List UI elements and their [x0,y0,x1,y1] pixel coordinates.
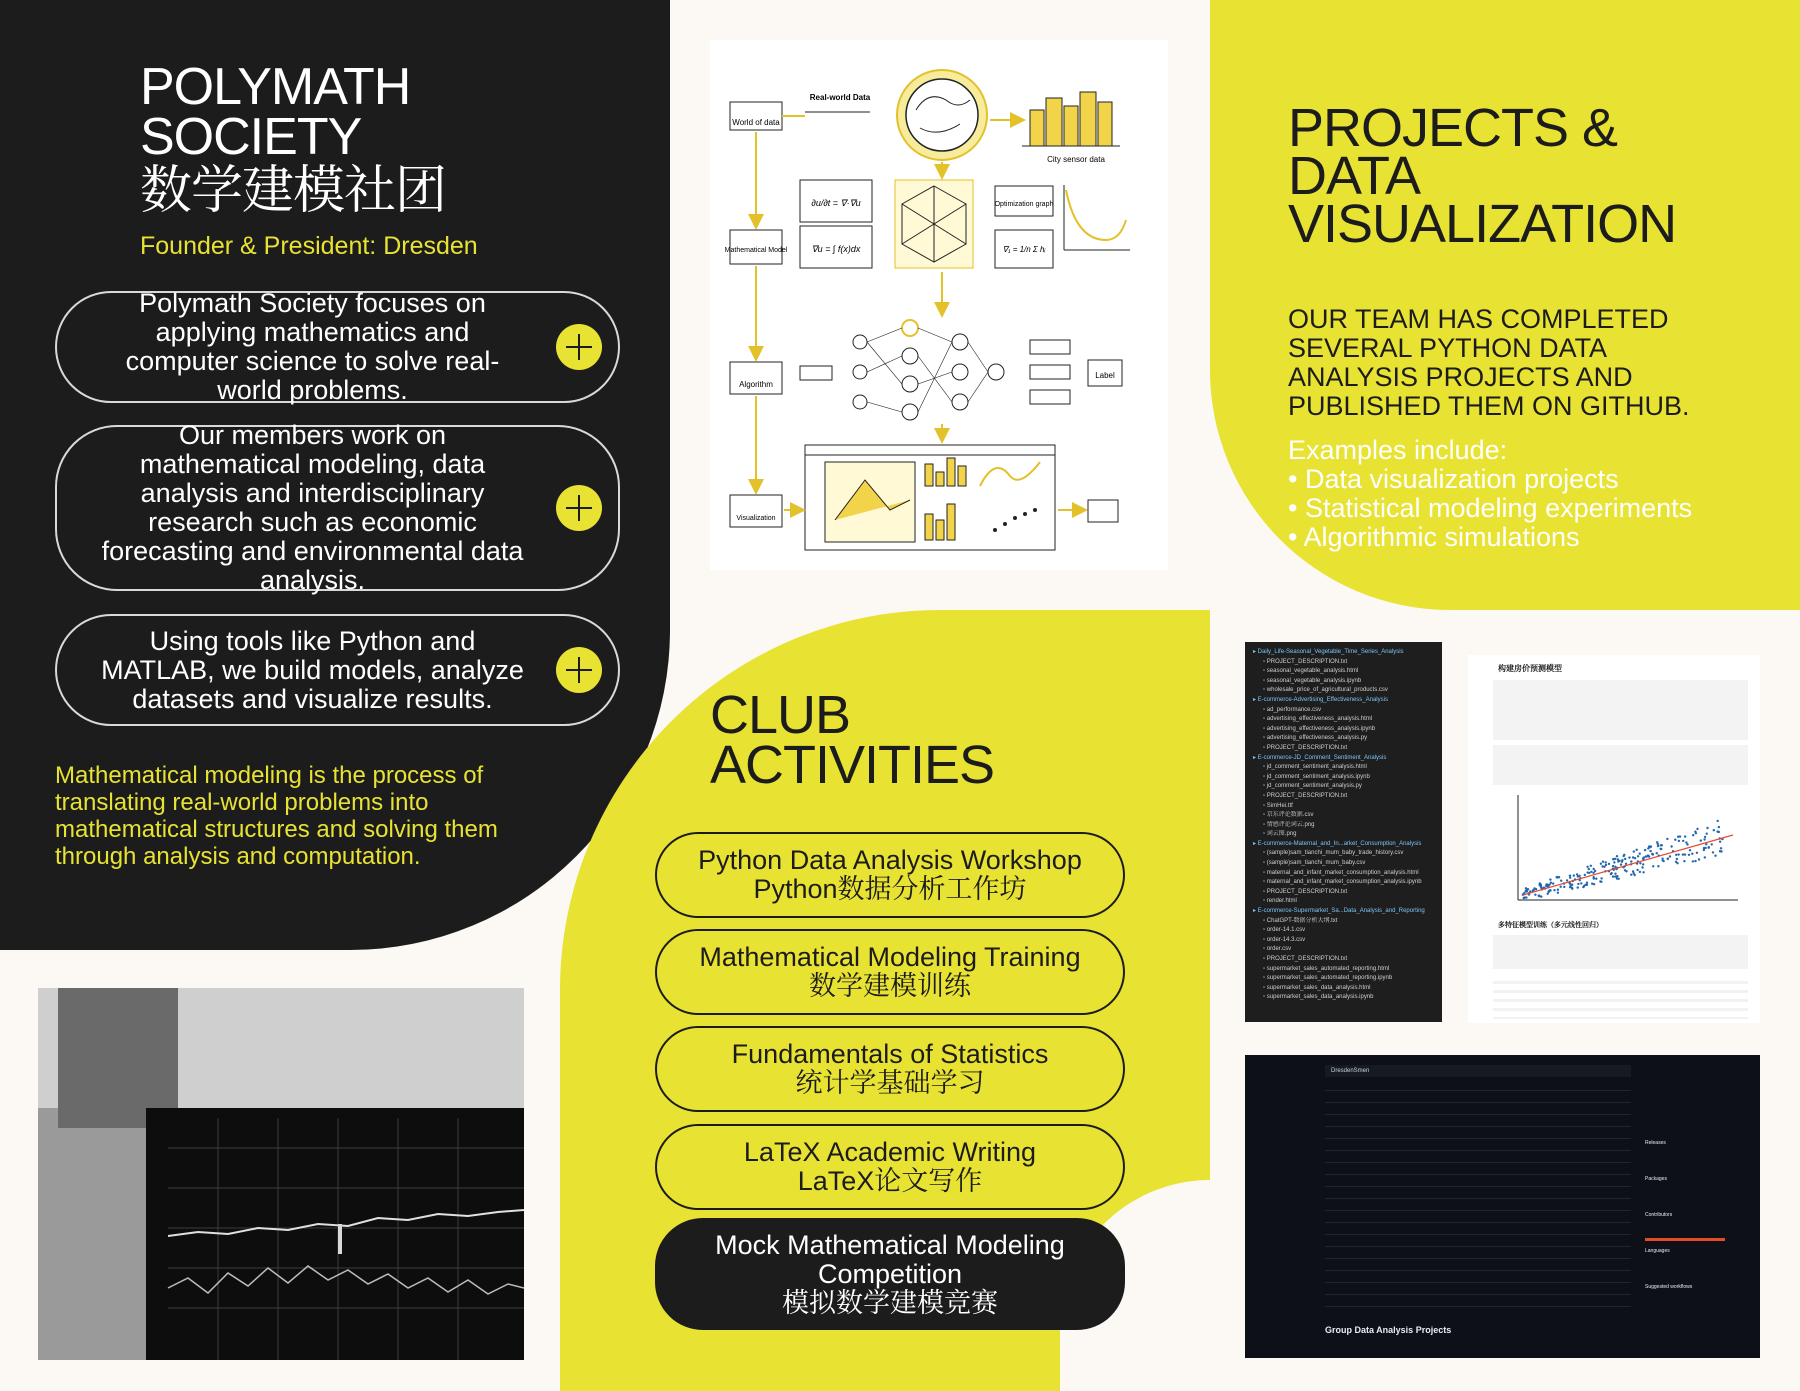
scatter-point [1639,862,1641,864]
scatter-point [1602,861,1604,863]
scatter-point [1634,874,1636,876]
network-graph [895,180,973,268]
file-tree-item[interactable]: ▫ maternal_and_infant_market_consumption_analysis.html [1263,869,1419,876]
file-tree-item[interactable]: ▫ seasonal_vegetable_analysis.html [1263,668,1359,675]
scatter-point [1716,830,1718,832]
scatter-point [1560,886,1562,888]
file-tree-item[interactable]: ▸ Daily_Life-Seasonal_Vegetable_Time_Series_Analysis [1253,649,1404,655]
plus-icon[interactable] [556,324,602,370]
scatter-point [1678,840,1680,842]
scatter-point [1636,849,1638,851]
file-tree-item[interactable]: ▫ ChatGPT-数据分析大纲.txt [1263,917,1338,924]
scatter-point [1610,873,1612,875]
scatter-point [1549,878,1551,880]
scatter-plot [1508,790,1743,910]
repo-user: DresdenSmen [1325,1065,1631,1077]
scatter-point [1667,858,1669,860]
world-node [730,102,782,130]
file-tree-item[interactable]: ▫ advertising_effectiveness_analysis.py [1263,735,1368,742]
scatter-point [1692,860,1694,862]
scatter-point [1704,856,1706,858]
projects-examples [1288,436,1692,552]
activity-mock-competition[interactable] [655,1218,1125,1330]
scatter-point [1670,845,1672,847]
scatter-point [1703,838,1705,840]
scatter-point [1712,851,1714,853]
scatter-point [1656,852,1658,854]
scatter-point [1552,882,1554,884]
city-label: City sensor data [1047,155,1105,164]
opt-label: Optimization graph [994,201,1054,208]
scatter-point [1577,886,1579,888]
github-repo-screenshot [1245,1055,1760,1358]
model-node [725,230,788,264]
scatter-point [1718,826,1720,828]
scatter-point [1642,871,1644,873]
file-tree-item[interactable]: ▫ PROJECT_DESCRIPTION.txt [1263,888,1348,895]
file-tree-item[interactable]: ▫ order-14.3.csv [1263,936,1306,943]
file-tree-item[interactable]: ▫ 词云图.png [1263,831,1297,838]
file-tree-item[interactable]: ▫ (sample)sam_tianchi_mum_baby_trade_history.csv [1263,850,1404,857]
modeling-workflow-diagram [710,40,1168,570]
scatter-point [1600,877,1602,879]
info-pill-3[interactable] [55,614,620,726]
scatter-point [1714,855,1716,857]
society-title [140,58,447,220]
label-node-text: Label [1095,371,1115,380]
file-tree-item[interactable]: ▸ E-commerce-JD_Comment_Sentiment_Analysis [1253,754,1387,761]
scatter-point [1571,888,1573,890]
plus-icon[interactable] [556,647,602,693]
scatter-point [1582,886,1584,888]
scatter-point [1684,835,1686,837]
scatter-point [1586,884,1588,886]
scatter-point [1577,883,1579,885]
notebook-screenshot [1468,655,1760,1023]
scatter-point [1630,874,1632,876]
scatter-point [1694,860,1696,862]
scatter-point [1576,873,1578,875]
projects-title-line-3: VISUALIZATION [1288,194,1677,254]
file-tree-item[interactable]: ▫ order-14.1.csv [1263,927,1306,934]
scatter-point [1685,841,1687,843]
activity-statistics[interactable] [655,1026,1125,1112]
file-tree-item[interactable]: ▫ jd_comment_sentiment_analysis.py [1263,783,1362,790]
svg-text:∇₁ = 1/n Σ hᵢ: ∇₁ = 1/n Σ hᵢ [1002,245,1046,254]
activity-zh: Python数据分析工作坊 [753,874,1027,904]
examples-label: Examples include: [1288,435,1508,465]
scatter-point [1633,850,1635,852]
scatter-point [1644,849,1646,851]
viz-node [730,495,782,527]
example-item: • Data visualization projects [1288,464,1619,494]
scatter-point [1704,836,1706,838]
data-table [1493,975,1748,1019]
info-pill-1[interactable] [55,288,620,405]
file-tree-item[interactable]: ▫ advertising_effectiveness_analysis.html [1263,716,1373,723]
viz-label: Visualization [736,515,776,522]
scatter-point [1666,838,1668,840]
scatter-point [1675,854,1677,856]
realworld-label: Real-world Data [809,93,871,102]
code-cell [1493,680,1748,740]
scatter-point [1691,853,1693,855]
scatter-point [1557,889,1559,891]
activity-latex[interactable] [655,1124,1125,1210]
scatter-point [1660,848,1662,850]
curve-chart-icon [1066,190,1126,240]
scatter-point [1586,882,1588,884]
repo-file-list [1325,1079,1631,1315]
title-zh: 数学建模社团 [140,162,447,220]
scatter-point [1698,858,1700,860]
scatter-point [1525,896,1527,898]
scatter-point [1676,858,1678,860]
scatter-point [1717,820,1719,822]
scatter-point [1696,852,1698,854]
scatter-point [1639,871,1641,873]
scatter-point [1587,871,1589,873]
scatter-point [1592,872,1594,874]
code-cell [1493,935,1748,969]
scatter-point [1578,875,1580,877]
scatter-point [1586,866,1588,868]
scatter-point [1600,863,1602,865]
info-pill-text: Using tools like Python and MATLAB, we build models, analyze datasets and visualize results. [101,625,524,714]
file-tree-item[interactable]: ▸ E-commerce-Advertising_Effectiveness_Analysis [1253,696,1388,703]
file-tree-item[interactable]: ▫ supermarket_sales_data_analysis.ipynb [1263,994,1374,1001]
file-tree-item[interactable]: ▫ supermarket_sales_data_analysis.html [1263,984,1371,991]
scatter-point [1580,882,1582,884]
scatter-point [1713,829,1715,831]
scatter-point [1612,858,1614,860]
example-item: • Statistical modeling experiments [1288,493,1693,523]
info-pill-text: Our members work on mathematical modeling, data analysis and interdisciplinary research such as economic forecasting and environmental data analysis. [101,420,524,595]
scatter-point [1590,865,1592,867]
scatter-point [1616,875,1618,877]
scatter-point [1677,853,1679,855]
scatter-point [1679,835,1681,837]
scatter-point [1584,874,1586,876]
file-tree-item[interactable]: ▫ PROJECT_DESCRIPTION.txt [1263,792,1348,799]
laptop-chart-photo [38,988,524,1360]
scatter-point [1682,840,1684,842]
scatter-point [1648,855,1650,857]
scatter-point [1601,865,1603,867]
scatter-point [1525,887,1527,889]
repo-sidebar [1645,1125,1745,1305]
activity-en: Fundamentals of Statistics [731,1039,1049,1069]
scatter-point [1593,868,1595,870]
visualization-window [805,445,1055,550]
scatter-point [1590,871,1592,873]
activity-en: Mock Mathematical Modeling Competition [715,1229,1065,1289]
sidebar-contributors[interactable]: Contributors [1645,1212,1673,1218]
scatter-point [1534,894,1536,896]
scatter-point [1719,841,1721,843]
scatter-point [1553,889,1555,891]
projects-title-line-1: PROJECTS & [1288,98,1618,158]
scatter-point [1593,877,1595,879]
activity-en: Mathematical Modeling Training [699,942,1081,972]
sidebar-releases[interactable]: Releases [1645,1140,1666,1146]
file-tree-item[interactable]: ▫ PROJECT_DESCRIPTION.txt [1263,956,1348,962]
scatter-point [1639,853,1641,855]
scatter-point [1623,855,1625,857]
scatter-point [1538,895,1540,897]
scatter-point [1547,893,1549,895]
file-tree-item[interactable]: ▫ order.csv [1263,946,1292,953]
scatter-point [1706,827,1708,829]
scatter-point [1608,863,1610,865]
scatter-point [1720,847,1722,849]
scatter-point [1563,886,1565,888]
algorithm-node [730,362,782,394]
scatter-point [1688,854,1690,856]
file-tree-item[interactable]: ▫ PROJECT_DESCRIPTION.txt [1263,658,1348,665]
scatter-point [1616,855,1618,857]
scatter-point [1599,880,1601,882]
scatter-point [1649,850,1651,852]
algorithm-label: Algorithm [739,380,773,389]
sidebar-suggested[interactable]: Suggested workflows [1645,1284,1693,1290]
scatter-point [1647,847,1649,849]
scatter-point [1708,847,1710,849]
svg-text:∂u/∂t = ∇·∇u: ∂u/∂t = ∇·∇u [811,198,861,208]
title-line-2: SOCIETY [140,108,362,166]
scatter-point [1612,865,1614,867]
scatter-point [1617,858,1619,860]
projects-title-line-2: DATA [1288,146,1421,206]
club-title-line-1: CLUB [710,685,851,745]
file-tree-item[interactable]: ▸ E-commerce-Supermarket_Sa...Data_Analysis_and_Reporting [1253,908,1425,915]
scatter-point [1556,876,1558,878]
city-icon [1022,92,1120,146]
scatter-point [1630,860,1632,862]
scatter-point [1696,828,1698,830]
scatter-point [1683,860,1685,862]
scatter-point [1612,875,1614,877]
activity-python-workshop[interactable] [655,832,1125,918]
scatter-point [1549,889,1551,891]
notebook-section: 多特征模型训练（多元线性回归） [1498,922,1603,929]
scatter-point [1569,875,1571,877]
scatter-point [1661,844,1663,846]
scatter-point [1618,878,1620,880]
scatter-point [1682,853,1684,855]
example-item: • Algorithmic simulations [1288,522,1580,552]
scatter-point [1539,884,1541,886]
scatter-point [1645,855,1647,857]
file-tree-item[interactable]: ▫ supermarket_sales_automated_reporting.html [1263,965,1390,972]
scatter-point [1632,856,1634,858]
scatter-point [1652,865,1654,867]
file-tree-item[interactable]: ▫ SimHei.ttf [1263,802,1293,809]
code-cell [1493,745,1748,785]
scatter-point [1652,853,1654,855]
scatter-point [1593,883,1595,885]
scatter-point [1625,870,1627,872]
scatter-point [1684,853,1686,855]
scatter-point [1669,855,1671,857]
activity-zh: 统计学基础学习 [795,1068,985,1098]
activity-modeling-training[interactable] [655,929,1125,1015]
file-tree-item[interactable]: ▫ jd_comment_sentiment_analysis.ipynb [1263,773,1370,780]
scatter-point [1545,885,1547,887]
sidebar-languages[interactable]: Languages [1645,1248,1670,1254]
scatter-point [1588,868,1590,870]
scatter-point [1694,831,1696,833]
scatter-point [1637,855,1639,857]
file-tree-item[interactable]: ▫ (sample)sam_tianchi_mum_baby.csv [1263,860,1366,867]
scatter-point [1523,897,1525,899]
plus-icon[interactable] [556,485,602,531]
file-tree-item[interactable]: ▫ maternal_and_infant_market_consumption_analysis.ipynb [1263,879,1422,886]
scatter-point [1533,887,1535,889]
scatter-point [1636,869,1638,871]
neural-network-icon [853,320,1004,420]
file-tree-item[interactable]: ▫ supermarket_sales_automated_reporting.ipynb [1263,975,1393,982]
file-tree-item[interactable]: ▫ advertising_effectiveness_analysis.ipynb [1263,725,1376,732]
scatter-point [1656,841,1658,843]
svg-text:∇u = ∫ f(x)dx: ∇u = ∫ f(x)dx [811,244,861,254]
scatter-point [1557,892,1559,894]
scatter-point [1700,839,1702,841]
file-tree-item[interactable]: ▫ ad_performance.csv [1263,706,1322,713]
scatter-point [1571,884,1573,886]
founder-label: Founder & President: Dresden [140,232,478,260]
club-title-line-2: ACTIVITIES [710,735,995,795]
activity-zh: 数学建模训练 [809,971,971,1001]
scatter-point [1689,849,1691,851]
scatter-point [1628,856,1630,858]
scatter-point [1706,833,1708,835]
scatter-point [1711,843,1713,845]
projects-description: OUR TEAM HAS COMPLETED SEVERAL PYTHON DATA ANALYSIS PROJECTS AND PUBLISHED THEM ON GITHUB. [1288,304,1690,421]
file-tree-item[interactable]: ▫ 京东评论数据.csv [1263,812,1314,819]
scatter-point [1620,863,1622,865]
scatter-point [1675,861,1677,863]
scatter-point [1662,859,1664,861]
scatter-point [1573,874,1575,876]
scatter-point [1614,875,1616,877]
activity-zh: LaTeX论文写作 [797,1166,983,1196]
info-pill-2[interactable] [55,420,620,595]
scatter-point [1560,880,1562,882]
scatter-point [1605,861,1607,863]
scatter-point [1624,858,1626,860]
scatter-point [1692,834,1694,836]
scatter-point [1621,861,1623,863]
scatter-point [1720,850,1722,852]
file-tree-item[interactable]: ▫ 情感评论词云.png [1263,821,1315,828]
scatter-point [1674,839,1676,841]
scatter-point [1617,860,1619,862]
file-tree-screenshot [1245,642,1442,1022]
file-tree-item[interactable]: ▫ seasonal_vegetable_analysis.ipynb [1263,677,1362,684]
club-title [710,685,995,795]
sidebar-packages[interactable]: Packages [1645,1176,1667,1182]
scatter-point [1641,866,1643,868]
scatter-point [1540,895,1542,897]
scatter-point [1548,883,1550,885]
file-tree-item[interactable]: ▫ wholesale_price_of_agricultural_products.csv [1263,687,1388,694]
file-tree-item[interactable]: ▸ E-commerce-Maternal_and_In...arket_Consumption_Analysis [1253,840,1422,847]
world-label: World of data [732,118,780,127]
activity-en: LaTeX Academic Writing [743,1137,1037,1167]
file-tree-item[interactable]: ▫ render.html [1263,898,1297,905]
scatter-point [1703,847,1705,849]
repo-title: Group Data Analysis Projects [1325,1325,1452,1335]
scatter-point [1657,845,1659,847]
modeling-definition: Mathematical modeling is the process of translating real-world problems into mathematical structures and solving them through analysis and computation. [55,762,498,870]
scatter-point [1613,861,1615,863]
activity-zh: 模拟数学建模竞赛 [782,1287,998,1318]
model-label: Mathematical Model [724,247,788,254]
info-pill-text: Polymath Society focuses on applying mathematics and computer science to solve real-world problems. [125,288,500,405]
scatter-point [1642,863,1644,865]
scatter-point [1566,879,1568,881]
title-line-1: POLYMATH [140,58,411,116]
file-list [1245,642,1442,1003]
file-tree-item[interactable]: ▫ jd_comment_sentiment_analysis.html [1263,764,1367,771]
scatter-point [1614,873,1616,875]
file-tree-item[interactable]: ▫ PROJECT_DESCRIPTION.txt [1263,744,1348,751]
activity-en: Python Data Analysis Workshop [698,845,1082,875]
scatter-point [1625,863,1627,865]
projects-title [1288,98,1677,254]
scatter-point [1595,878,1597,880]
scatter-point [1657,865,1659,867]
notebook-title: 构建房价预测模型 [1498,664,1562,673]
language-bar [1645,1238,1725,1241]
